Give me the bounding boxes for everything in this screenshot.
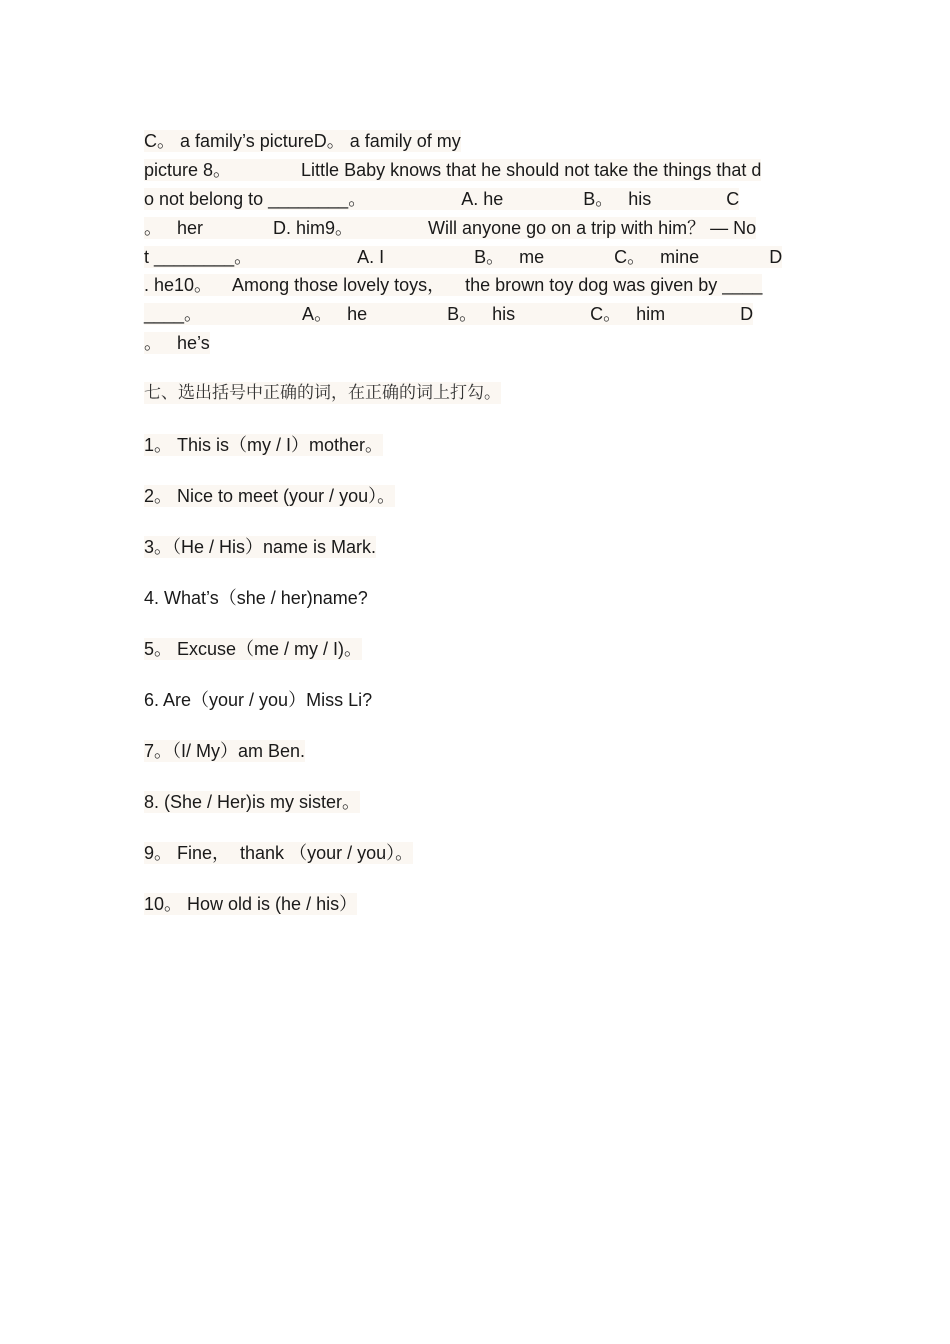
question-line: t ________。 A. I B。 me C。 mine D — [144, 247, 783, 267]
exercise-item: 7。（I/ My）am Ben. — [144, 741, 306, 761]
exercise-item: 1。 This is（my / I）mother。 — [144, 435, 384, 455]
exercise-item: 3。（He / His）name is Mark. — [144, 537, 377, 557]
question-line: 。 he’s — [144, 333, 210, 353]
question-line: 。 her D. him9。 Will anyone go on a trip with him？ — No — [144, 218, 757, 238]
question-line: ____。 A。 he B。 his C。 him D — [144, 304, 754, 324]
exercise-item: 10。 How old is (he / his） — [144, 894, 358, 914]
exercise-item: 2。 Nice to meet (your / you）。 — [144, 486, 396, 506]
question-line: o not belong to ________。 A. he B。 his C — [144, 189, 740, 209]
question-line: picture 8。 Little Baby knows that he should not take the things that d — [144, 160, 762, 180]
section-heading: 七、选出括号中正确的词，在正确的词上打勾。 — [144, 383, 501, 403]
exercise-item: 5。 Excuse（me / my / I)。 — [144, 639, 363, 659]
exercise-item: 9。 Fine， thank （your / you）。 — [144, 843, 414, 863]
question-line: C。 a family’s pictureD。 a family of my — [144, 131, 461, 151]
exercise-item: 4. What’s（she / her)name? — [144, 588, 368, 608]
exercise-item: 8. (She / Her)is my sister。 — [144, 792, 361, 812]
exercise-item: 6. Are（your / you）Miss Li? — [144, 690, 373, 710]
question-line: . he10。 Among those lovely toys， the brown toy dog was given by ____ — [144, 275, 763, 295]
